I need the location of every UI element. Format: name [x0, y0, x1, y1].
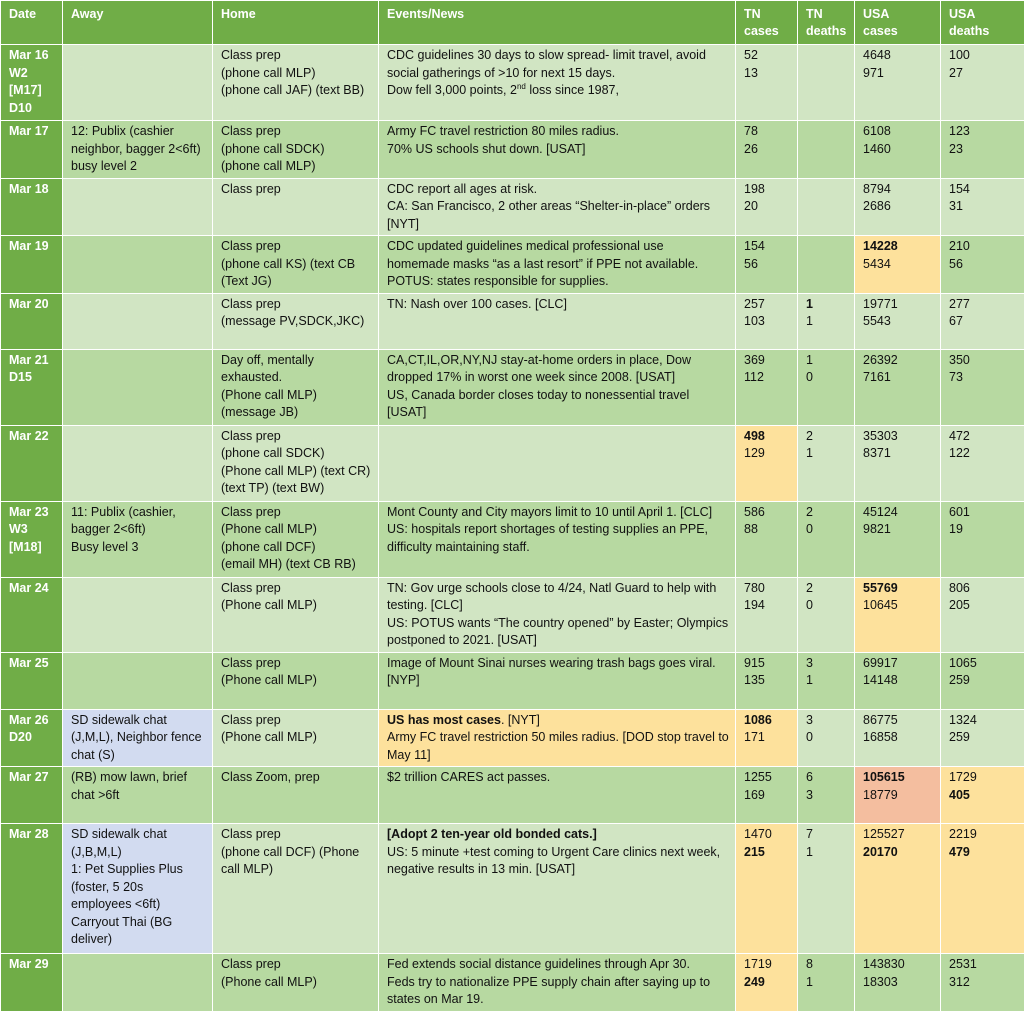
usa-cases-value: 55769: [863, 581, 898, 595]
events-highlight: US has most cases: [387, 713, 501, 727]
tn-deaths-cell: [798, 236, 855, 294]
home-cell: Class prep (phone call KS) (text CB (Text JG): [213, 236, 379, 294]
header-usa-cases: USA cases: [855, 1, 941, 45]
home-cell: Class prep (phone call SDCK) (Phone call MLP) (text CR) (text TP) (text BW): [213, 425, 379, 501]
usa-cases-cell: [855, 824, 941, 954]
header-away: Away: [63, 1, 213, 45]
tn-cases-value: 1470: [744, 827, 772, 841]
home-cell: Class prep (phone call DCF) (Phone call MLP): [213, 824, 379, 954]
usa-deaths-cell: 601 19: [941, 501, 1024, 577]
usa-deaths-cell: 806 205: [941, 577, 1024, 652]
away-cell: (RB) mow lawn, brief chat >6ft: [63, 767, 213, 824]
table-row: [1, 767, 1024, 824]
tn-cases-value: 249: [744, 975, 765, 989]
events-cell: [379, 45, 736, 121]
date-cell: Mar 16 W2 [M17] D10: [1, 45, 63, 121]
events-text: US: 5 minute +test coming to Urgent Care clinics next week, negative results in 13 min. [USAT]: [387, 845, 720, 877]
usa-cases-cell: 69917 14148: [855, 652, 941, 709]
events-cell: Mont County and City mayors limit to 10 until April 1. [CLC] US: hospitals report shortages of testing supplies an PPE, difficulty maintaining staff.: [379, 501, 736, 577]
usa-deaths-cell: 1324 259: [941, 709, 1024, 767]
table-row: [1, 824, 1024, 954]
usa-deaths-cell: 210 56: [941, 236, 1024, 294]
away-cell: SD sidewalk chat (J,M,L), Neighbor fence chat (S): [63, 709, 213, 767]
tn-cases-cell: [736, 954, 798, 1012]
usa-deaths-cell: 472 122: [941, 425, 1024, 501]
tn-deaths-cell: 3 0: [798, 709, 855, 767]
tn-cases-value: 129: [744, 446, 765, 460]
usa-cases-cell: 35303 8371: [855, 425, 941, 501]
tn-cases-cell: 586 88: [736, 501, 798, 577]
usa-deaths-cell: [941, 824, 1024, 954]
events-cell: CDC report all ages at risk. CA: San Francisco, 2 other areas “Shelter-in-place” orders [NYT]: [379, 178, 736, 236]
events-cell: TN: Nash over 100 cases. [CLC]: [379, 293, 736, 349]
table-row: [1, 349, 1024, 425]
tn-cases-value: 215: [744, 845, 765, 859]
usa-deaths-cell: 350 73: [941, 349, 1024, 425]
usa-deaths-cell: 277 67: [941, 293, 1024, 349]
header-row: [1, 1, 1024, 45]
date-cell: Mar 24: [1, 577, 63, 652]
events-highlight: [Adopt 2 ten-year old bonded cats.]: [387, 827, 597, 841]
date-cell: Mar 25: [1, 652, 63, 709]
events-cell: CDC updated guidelines medical professional use homemade masks “as a last resort” if PPE not available. POTUS: states responsible for supplies.: [379, 236, 736, 294]
date-cell: Mar 19: [1, 236, 63, 294]
date-cell: Mar 28: [1, 824, 63, 954]
home-cell: Class prep (phone call MLP) (phone call JAF) (text BB): [213, 45, 379, 121]
usa-cases-value: 10645: [863, 598, 898, 612]
header-home: Home: [213, 1, 379, 45]
tn-deaths-cell: [798, 293, 855, 349]
home-cell: Day off, mentally exhausted. (Phone call MLP) (message JB): [213, 349, 379, 425]
events-cell: $2 trillion CARES act passes.: [379, 767, 736, 824]
tn-cases-cell: 52 13: [736, 45, 798, 121]
usa-cases-cell: 86775 16858: [855, 709, 941, 767]
table-row: [1, 425, 1024, 501]
table-row: [1, 293, 1024, 349]
usa-deaths-value: 1729: [949, 770, 977, 784]
usa-cases-value: 14228: [863, 239, 898, 253]
table-row: [1, 501, 1024, 577]
date-cell: Mar 23 W3 [M18]: [1, 501, 63, 577]
date-cell: Mar 21 D15: [1, 349, 63, 425]
usa-cases-cell: 8794 2686: [855, 178, 941, 236]
away-cell: 12: Publix (cashier neighbor, bagger 2<6ft) busy level 2: [63, 121, 213, 179]
home-cell: Class prep: [213, 178, 379, 236]
header-events: Events/News: [379, 1, 736, 45]
events-cell: [379, 425, 736, 501]
tn-cases-cell: [736, 709, 798, 767]
tn-cases-value: 498: [744, 429, 765, 443]
usa-cases-cell: [855, 577, 941, 652]
away-cell: [63, 425, 213, 501]
tn-deaths-cell: [798, 178, 855, 236]
usa-cases-value: 125527: [863, 827, 905, 841]
date-cell: Mar 22: [1, 425, 63, 501]
usa-cases-value: 18779: [863, 788, 898, 802]
table-row: [1, 178, 1024, 236]
usa-cases-cell: 143830 18303: [855, 954, 941, 1012]
usa-deaths-cell: [941, 767, 1024, 824]
home-cell: Class prep (Phone call MLP): [213, 577, 379, 652]
away-cell: [63, 236, 213, 294]
away-cell: 11: Publix (cashier, bagger 2<6ft) Busy level 3: [63, 501, 213, 577]
tn-deaths-cell: 2 0: [798, 501, 855, 577]
tn-deaths-cell: 8 1: [798, 954, 855, 1012]
table-row: [1, 45, 1024, 121]
tn-cases-value: 171: [744, 730, 765, 744]
tn-cases-cell: 78 26: [736, 121, 798, 179]
tn-deaths-cell: 7 1: [798, 824, 855, 954]
tn-cases-cell: 257 103: [736, 293, 798, 349]
away-cell: SD sidewalk chat (J,B,M,L) 1: Pet Supplies Plus (foster, 5 20s employees <6ft) Carryout Thai (BG deliver): [63, 824, 213, 954]
table-row: [1, 652, 1024, 709]
away-cell: [63, 954, 213, 1012]
home-cell: Class prep (Phone call MLP): [213, 652, 379, 709]
tn-cases-cell: 154 56: [736, 236, 798, 294]
usa-deaths-value: 405: [949, 788, 970, 802]
tn-deaths-cell: 1 0: [798, 349, 855, 425]
events-cell: Fed extends social distance guidelines through Apr 30. Feds try to nationalize PPE supply chain after saying up to states on Mar 19.: [379, 954, 736, 1012]
header-date: Date: [1, 1, 63, 45]
usa-cases-cell: 26392 7161: [855, 349, 941, 425]
tn-deaths-cell: [798, 45, 855, 121]
events-cell: CA,CT,IL,OR,NY,NJ stay-at-home orders in place, Dow dropped 17% in worst one week since 2008. [USAT] US, Canada border closes today to nonessential travel [USAT]: [379, 349, 736, 425]
usa-deaths-cell: 100 27: [941, 45, 1024, 121]
usa-cases-cell: 19771 5543: [855, 293, 941, 349]
header-tn-cases: TN cases: [736, 1, 798, 45]
table-row: [1, 236, 1024, 294]
away-cell: [63, 577, 213, 652]
tn-deaths-value: 1: [806, 297, 813, 311]
date-cell: Mar 18: [1, 178, 63, 236]
usa-cases-value: 105615: [863, 770, 905, 784]
home-cell: Class prep (phone call SDCK) (phone call MLP): [213, 121, 379, 179]
events-text: loss since 1987,: [526, 83, 619, 97]
events-cell: Army FC travel restriction 80 miles radius. 70% US schools shut down. [USAT]: [379, 121, 736, 179]
table-row: [1, 954, 1024, 1012]
usa-cases-value: 20170: [863, 845, 898, 859]
usa-deaths-cell: 2531 312: [941, 954, 1024, 1012]
tn-deaths-cell: 6 3: [798, 767, 855, 824]
events-cell: [379, 824, 736, 954]
table-row: [1, 577, 1024, 652]
usa-cases-cell: 45124 9821: [855, 501, 941, 577]
table-row: [1, 121, 1024, 179]
events-text: CDC guidelines 30 days to slow spread- limit travel, avoid social gatherings of >10 for next 15 days. Dow fell 3,000 points, 2: [387, 48, 706, 97]
usa-deaths-cell: 123 23: [941, 121, 1024, 179]
table-row: [1, 709, 1024, 767]
tn-deaths-cell: 3 1: [798, 652, 855, 709]
home-cell: Class prep (Phone call MLP): [213, 709, 379, 767]
home-cell: Class prep (message PV,SDCK,JKC): [213, 293, 379, 349]
away-cell: [63, 293, 213, 349]
events-cell: TN: Gov urge schools close to 4/24, Natl Guard to help with testing. [CLC] US: POTUS wants “The country opened” by Easter; Olympics postponed to 2021. [USAT]: [379, 577, 736, 652]
usa-deaths-value: 479: [949, 845, 970, 859]
home-cell: Class prep (Phone call MLP) (phone call DCF) (email MH) (text CB RB): [213, 501, 379, 577]
usa-cases-cell: [855, 767, 941, 824]
date-cell: Mar 27: [1, 767, 63, 824]
events-superscript: nd: [517, 82, 526, 91]
tn-deaths-cell: 2 0: [798, 577, 855, 652]
usa-cases-cell: [855, 236, 941, 294]
home-cell: Class prep (Phone call MLP): [213, 954, 379, 1012]
tn-cases-cell: 198 20: [736, 178, 798, 236]
header-usa-deaths: USA deaths: [941, 1, 1024, 45]
usa-deaths-cell: 154 31: [941, 178, 1024, 236]
usa-deaths-value: 2219: [949, 827, 977, 841]
header-tn-deaths: TN deaths: [798, 1, 855, 45]
away-cell: [63, 349, 213, 425]
tn-deaths-cell: 2 1: [798, 425, 855, 501]
tn-cases-value: 1086: [744, 713, 772, 727]
tn-deaths-cell: [798, 121, 855, 179]
home-cell: Class Zoom, prep: [213, 767, 379, 824]
away-cell: [63, 178, 213, 236]
date-cell: Mar 26 D20: [1, 709, 63, 767]
events-cell: Image of Mount Sinai nurses wearing trash bags goes viral. [NYP]: [379, 652, 736, 709]
events-cell: [379, 709, 736, 767]
tn-cases-cell: 780 194: [736, 577, 798, 652]
tn-cases-value: 1719: [744, 957, 772, 971]
date-cell: Mar 17: [1, 121, 63, 179]
usa-deaths-cell: 1065 259: [941, 652, 1024, 709]
tn-cases-cell: 1255 169: [736, 767, 798, 824]
usa-cases-value: 5434: [863, 257, 891, 271]
away-cell: [63, 45, 213, 121]
tn-cases-cell: 369 112: [736, 349, 798, 425]
date-cell: Mar 29: [1, 954, 63, 1012]
usa-cases-cell: 6108 1460: [855, 121, 941, 179]
tn-cases-cell: [736, 425, 798, 501]
events-text: . [NYT] Army FC travel restriction 50 miles radius. [DOD stop travel to May 11]: [387, 713, 729, 762]
tn-cases-cell: 915 135: [736, 652, 798, 709]
date-cell: Mar 20: [1, 293, 63, 349]
usa-cases-cell: 4648 971: [855, 45, 941, 121]
tn-deaths-value: 1: [806, 314, 813, 328]
away-cell: [63, 652, 213, 709]
tn-cases-cell: [736, 824, 798, 954]
